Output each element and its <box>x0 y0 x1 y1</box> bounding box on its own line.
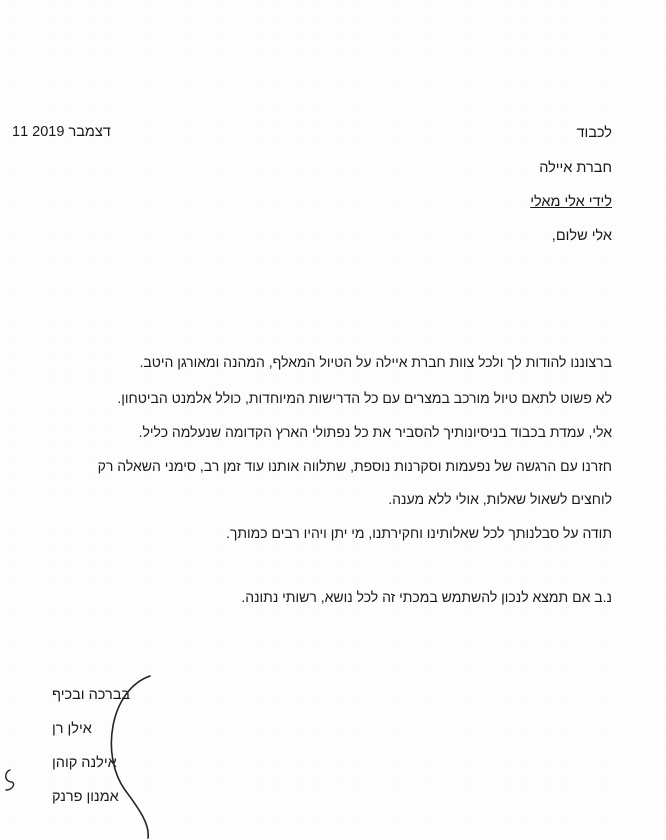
paragraph-line: ברצוננו להודות לך ולכל צוות חברת איילה על הטיול המאלף, המהנה ומאורגן היטב. <box>139 354 612 370</box>
paragraph-line: חזרנו עם הרגשה של נפעמות וסקרנות נוספת, שתלווה אותנו עוד זמן רב, סימני השאלה רק <box>97 458 612 474</box>
attention-line: לידי אלי מאלי <box>530 194 612 210</box>
paragraph-line: לא פשוט לתאם טיול מורכב במצרים עם כל הדרישות המיוחדות, כולל אלמנט הביטחון. <box>117 390 612 406</box>
postscript: נ.ב אם תמצא לנכון להשתמש במכתי זה לכל נושא, רשותי נתונה. <box>241 589 612 605</box>
signatory-name: אמנון פרנק <box>52 789 119 805</box>
paragraph-line: אלי, עמדת בכבוד בניסיונותיך להסביר את כל נפתולי הארץ הקדומה שנעלמה כליל. <box>138 424 612 440</box>
recipient-line-1: לכבוד <box>576 125 612 141</box>
recipient-line-2: חברת איילה <box>539 160 612 176</box>
closing: בברכה ובכיף <box>52 687 131 703</box>
signatory-name: אילן רן <box>52 721 92 737</box>
handwritten-signature <box>0 660 220 840</box>
paragraph-line: לוחצים לשאול שאלות, אולי ללא מענה. <box>388 491 612 507</box>
paragraph-line: תודה על סבלנותך לכל שאלותינו וחקירתנו, מי יתן ויהיו רבים כמותך. <box>225 525 612 541</box>
letter-date: 11 דצמבר 2019 <box>12 124 111 140</box>
greeting: אלי שלום, <box>551 228 612 244</box>
signatory-name: אילנה קוהן <box>52 755 117 771</box>
